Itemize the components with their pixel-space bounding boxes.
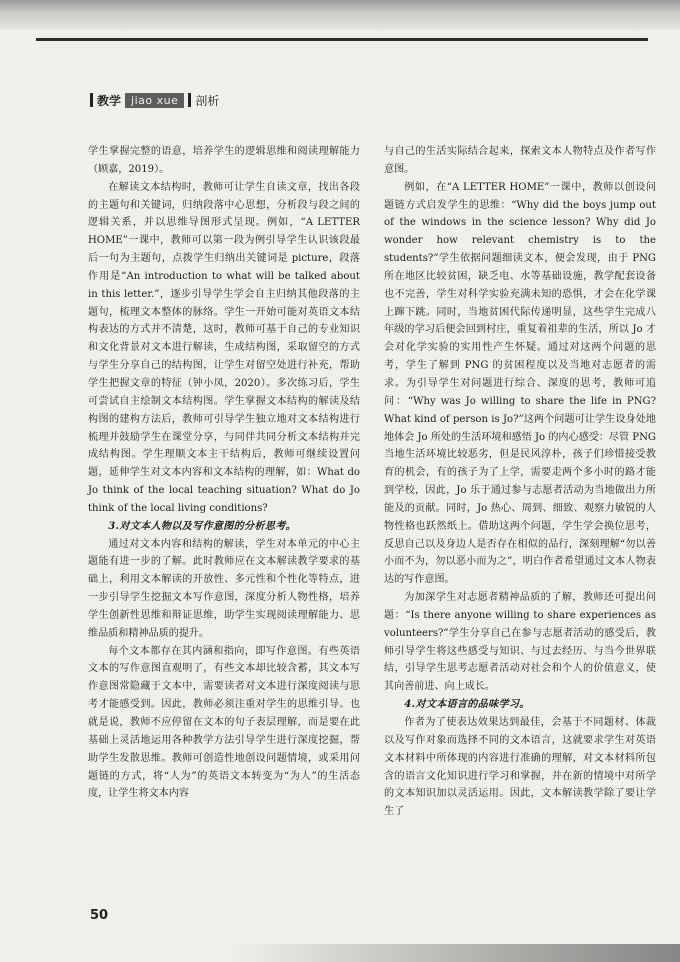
right-column xyxy=(384,143,656,821)
header-subsection: 剖析 xyxy=(195,93,220,108)
header-bar-left xyxy=(90,93,93,107)
header-bar-right xyxy=(188,93,191,107)
paragraph: 通过对文本内容和结构的解读，学生对本单元的中心主题能有进一步的了解。此时教师应在文本解读教学要求的基础上，利用文本解读的开放性、多元性和个性化等特点，进一步引导学生挖掘文本写作意图，深度分析人物性格，培养学生创新性思维和辩证思维，助学生实现阅读理解能力、思维品质和精神品质的提升。 xyxy=(88,538,360,639)
page-number: 50 xyxy=(90,908,109,923)
paragraph: 作者为了使表达效果达到最佳，会基于不同题材、体裁以及写作对象而选择不同的文本语言，这就要求学生对英语文本材料中所体现的内容进行准确的理解，对文本材料所包含的语言文化知识进行学习和掌握，并在新的情境中对所学的文本知识加以灵活运用。因此，文本解读教学除了要让学生了 xyxy=(384,717,656,818)
paragraph: 每个文本都存在其内涵和指向，即写作意图。有些英语文本的写作意图直观明了，有些文本却比较含蓄，其文本写作意图常隐藏于文本中，需要读者对文本进行深度阅读与思考才能感受到。因此，教师必须注重对学生的思维引导。也就是说，教师不应停留在文本的句子表层理解，而是要在此基础上灵活地运用各种教学方法引导学生进行深度挖掘，帮助学生发散思维。教师可创造性地创设问题情境，或采用问题链的方式，将“人为”的英语文本转变为“为人”的生活态度，让学生将文本内容 xyxy=(88,645,360,800)
running-header xyxy=(90,91,219,109)
paragraph: 例如，在“A LETTER HOME”一课中，教师以创设问题链方式启发学生的思维：“Why did the boys jump out of the windows in the science lesson? Why did Jo wonder how relevant chemistry is to the students?”学生依据问题细读文本，便会发现，由于 PNG 所在地区比较贫困，缺乏电、水等基础设施，教学配套设备也不完善，学生对科学实验充满未知的恐惧，才会在化学课上蹿下跳。同时，当地贫困代际传递明显，这些学生完成八年级的学习后便会回到村庄，重复着祖辈的生活，所以 Jo 才会对化学实验的实用性产生怀疑。通过对这两个问题的思考，学生了解到 PNG 的贫困程度以及当地对志愿者的需求。为引导学生对问题进行综合、深度的思考，教师可追问：“Why was Jo willing to share the life in PNG? What kind of person is Jo?”这两个问题可让学生设身处地地体会 Jo 所处的生活环境和感悟 Jo 的内心感受：尽管 PNG 当地生活环境比较恶劣，但是民风淳朴，孩子们珍惜接受教育的机会，有的孩子为了上学，需要走两个多小时的路才能到学校，因此，Jo 乐于通过参与志愿者活动为当地做出力所能及的贡献。同时，Jo 热心、周到、细致、观察力敏锐的人物性格也跃然纸上。借助这两个问题，学生学会换位思考，反思自己以及身边人是否存在相似的品行，深刻理解“勿以善小而不为，勿以恶小而为之”，明白作者希望通过文本人物表达的写作意图。 xyxy=(384,181,656,586)
paragraph: 为加深学生对志愿者精神品质的了解，教师还可提出问题：“Is there anyone willing to share experiences as volunteers?”学生分享自己在参与志愿者活动的感受后，教师引导学生将这些感受与知识、与过去经历、与当今世界联结，引导学生思考志愿者活动对社会和个人的价值意义，使其向善前进、向上成长。 xyxy=(384,592,656,693)
left-column xyxy=(88,143,360,803)
paragraph: 在解读文本结构时，教师可让学生自读文章，找出各段的主题句和关键词，归纳段落中心思想，分析段与段之间的逻辑关系，并以思维导图形式呈现。例如，“A LETTER HOME”一课中，教师可以第一段为例引导学生认识该段最后一句为主题句，点拨学生归纳出关键词是 picture，段落作用是“An introduction to what will be talked about in this letter.”，逐步引导学生学会自主归纳其他段落的主题句，梳理文本整体的脉络。学生一开始可能对英语文本结构表达的方式并不清楚，这时，教师可基于自己的专业知识和文化背景对文本进行解读，生成结构图，采取留空的方式与学生分享自己的结构图，让学生对留空处进行补充，帮助学生把握文章的特征（钟小凤，2020）。多次练习后，学生可尝试自主绘制文本结构图。学生掌握文本结构的解读及结构图的建构方法后，教师可引导学生独立地对文本结构进行梳理并鼓励学生在课堂分享，与同伴共同分析文本结构并完成结构图。学生理顺文本主干结构后，教师可继续设置问题，延伸学生对文本内容和文本结构的理解，如：What do Jo think of the local teaching situation? What do Jo think of the local living conditions? xyxy=(88,181,360,514)
section-heading: 3.对文本人物以及写作意图的分析思考。 xyxy=(108,520,297,532)
scan-shadow-top xyxy=(0,0,680,30)
header-pinyin: jiao xue xyxy=(125,93,184,108)
top-rule xyxy=(36,38,648,41)
paragraph: 学生掌握完整的语意，培养学生的逻辑思维和阅读理解能力（顾嘉，2019）。 xyxy=(88,146,360,175)
header-section: 教学 xyxy=(97,93,122,108)
paragraph: 与自己的生活实际结合起来，探索文本人物特点及作者写作意图。 xyxy=(384,146,656,175)
scan-shadow-bottom xyxy=(230,944,680,962)
section-heading: 4.对文本语言的品味学习。 xyxy=(404,699,530,711)
margin-marks xyxy=(12,150,18,300)
